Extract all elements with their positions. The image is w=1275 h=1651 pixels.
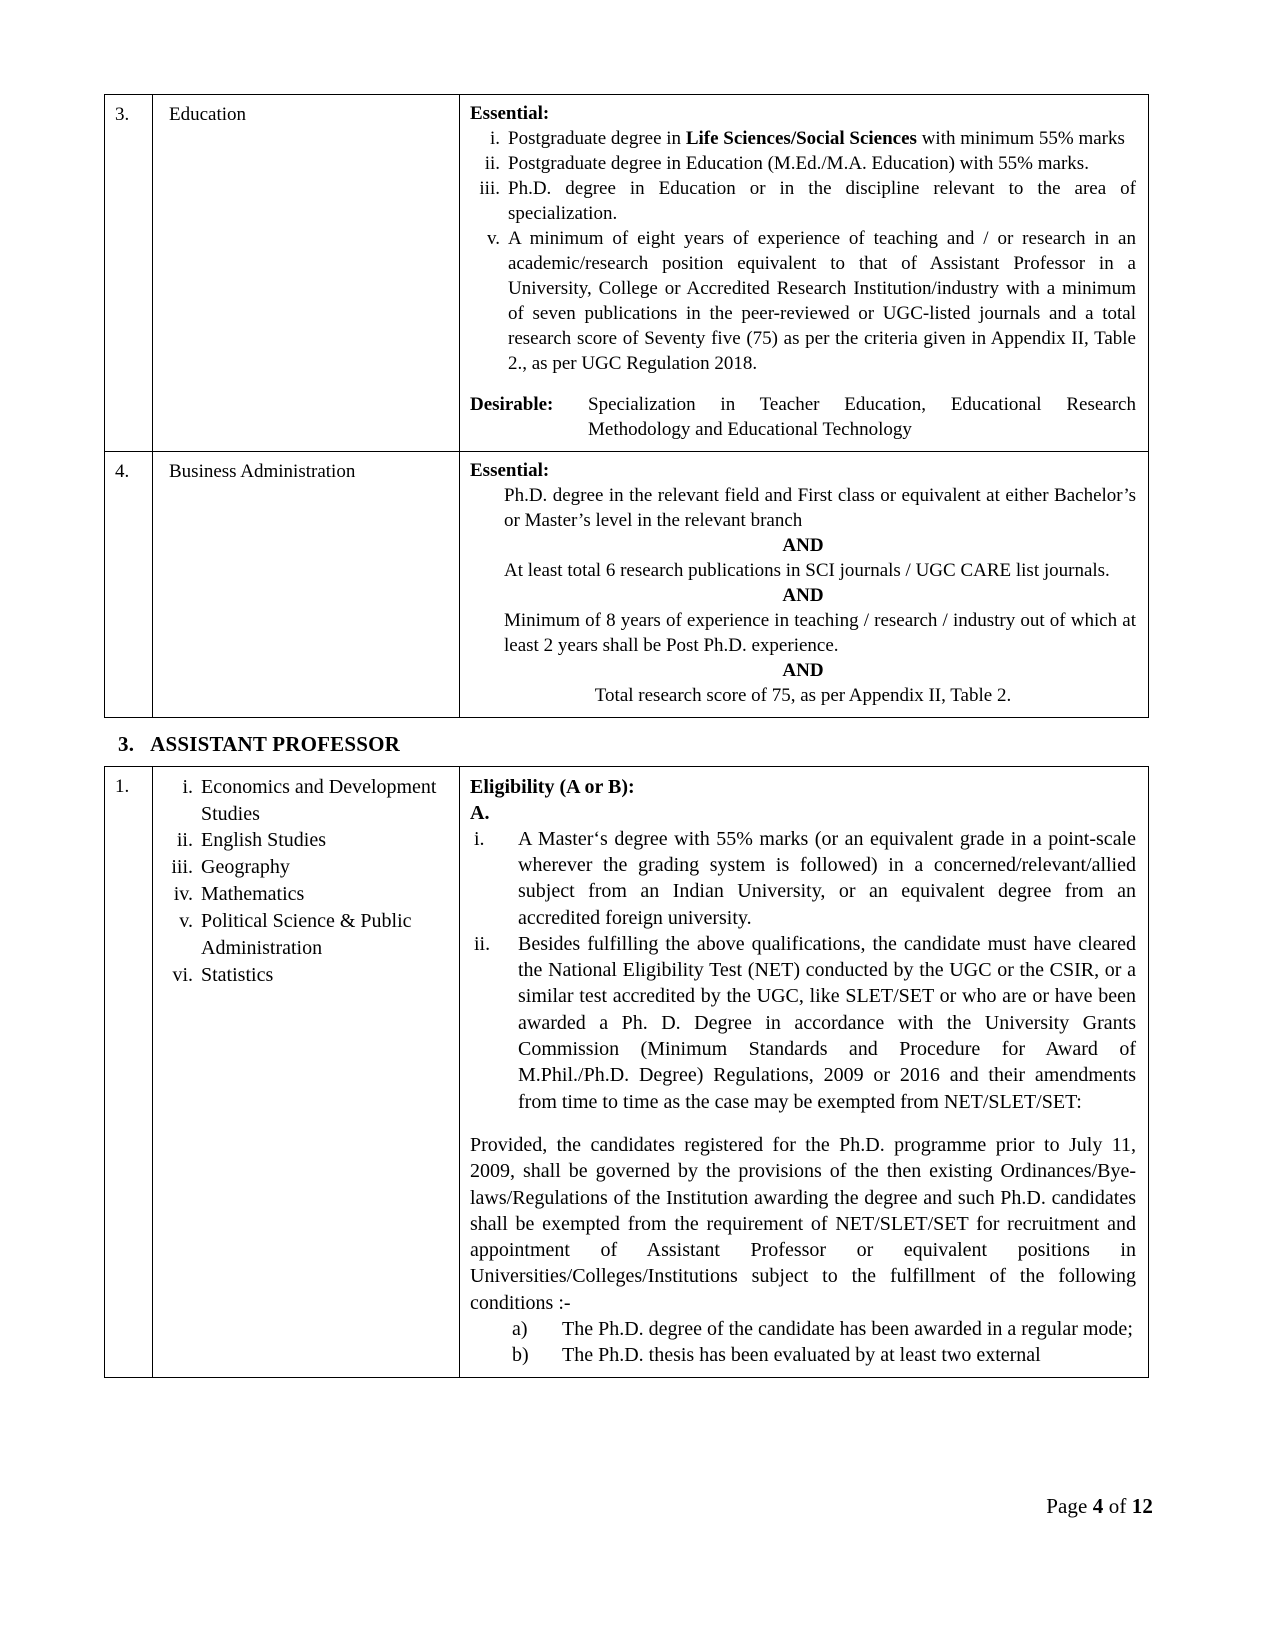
list-marker: i.: [489, 127, 500, 149]
essential-items-list: [470, 127, 1136, 377]
essential-label: Essential:: [470, 103, 550, 124]
qualification-block: Minimum of 8 years of experience in teaching / research / industry out of which at least 2 years shall be Post Ph.D. experience.: [504, 609, 1136, 656]
list-marker: i.: [182, 775, 193, 798]
desirable-label: Desirable:: [470, 393, 554, 415]
row-subjects-cell: [153, 766, 460, 1377]
list-item: [157, 962, 453, 989]
list-item: [470, 826, 1136, 931]
list-marker: v.: [179, 910, 193, 933]
row-qualification-cell: [460, 95, 1149, 452]
qualifications-table-associate: [104, 94, 1149, 718]
list-item: [157, 774, 453, 828]
list-marker: ii.: [484, 152, 500, 174]
list-item: [470, 177, 1136, 227]
row-department-cell: [153, 95, 460, 452]
footer-page-number: 4: [1092, 1494, 1104, 1518]
list-text-bold: Life Sciences/Social Sciences: [685, 127, 917, 149]
heading-title: ASSISTANT PROFESSOR: [150, 731, 401, 756]
list-item: [157, 881, 453, 908]
conditions-list: [470, 1316, 1136, 1369]
list-marker: ii.: [474, 932, 491, 955]
list-text: A Master‘s degree with 55% marks (or an equivalent grade in a point-scale wherever the grading system is followed) in a concerned/relevant/allied subject from an Indian University, or an equivalent degree from an accredited foreign university.: [518, 827, 1136, 929]
table-row: [105, 766, 1149, 1377]
list-marker: iii.: [171, 856, 193, 879]
list-marker: b): [512, 1344, 529, 1367]
subject-label: Mathematics: [201, 883, 305, 906]
list-item: [470, 1342, 1136, 1368]
and-separator: AND: [782, 584, 824, 606]
qualification-final-line: Total research score of 75, as per Appendix II, Table 2.: [594, 684, 1012, 706]
and-separator: AND: [782, 534, 824, 556]
list-item: [157, 854, 453, 881]
footer-middle: of: [1103, 1494, 1132, 1518]
list-text: Postgraduate degree in Education (M.Ed./M.A. Education) with 55% marks.: [508, 152, 1089, 174]
subject-list: [157, 774, 453, 989]
list-item: [470, 152, 1136, 177]
row-eligibility-cell: [460, 766, 1149, 1377]
subject-label: Geography: [201, 856, 290, 879]
assistant-professor-heading: [104, 732, 1148, 757]
department-name: Education: [169, 104, 247, 125]
list-item: [470, 1316, 1136, 1342]
list-marker: vi.: [172, 963, 193, 986]
table-row: [105, 451, 1149, 717]
footer-prefix: Page: [1046, 1494, 1093, 1518]
list-item: [157, 908, 453, 962]
serial-number: 1.: [115, 775, 130, 797]
qualifications-table-assistant: [104, 766, 1149, 1378]
qualification-block: Ph.D. degree in the relevant field and First class or equivalent at either Bachelor’s or Master’s level in the relevant branch: [504, 484, 1136, 531]
page-footer: [1046, 1494, 1153, 1519]
list-marker: i.: [474, 827, 485, 850]
list-text-before: Postgraduate degree in: [508, 127, 686, 149]
row-serial-cell: [105, 766, 153, 1377]
and-separator: AND: [782, 659, 824, 681]
list-item: [470, 227, 1136, 377]
table-row: [105, 95, 1149, 452]
list-item: [157, 827, 453, 854]
essential-label: Essential:: [470, 459, 550, 481]
list-text: The Ph.D. degree of the candidate has been awarded in a regular mode;: [562, 1317, 1133, 1340]
serial-number: 4.: [115, 460, 130, 482]
row-serial-cell: [105, 95, 153, 452]
subject-label: Statistics: [201, 963, 274, 986]
qualification-block: At least total 6 research publications in SCI journals / UGC CARE list journals.: [504, 559, 1110, 581]
provided-paragraph: Provided, the candidates registered for the Ph.D. programme prior to July 11, 2009, shall be governed by the provisions of the then existing Ordinances/Bye-laws/Regulations of the Institution awarding the degree and such Ph.D. candidates shall be exempted from the requirement of NET/SLET/SET for recruitment and appointment of Assistant Professor or equivalent positions in Universities/Colleges/Institutions subject to the fulfillment of the following conditions :-: [470, 1133, 1136, 1314]
list-item: [470, 127, 1136, 152]
list-text: A minimum of eight years of experience of teaching and / or research in an academic/research position equivalent to that of Assistant Professor in a University, College or Accredited Research Institution/industry with a minimum of seven publications in the peer-reviewed or UGC-listed journals and a total research score of Seventy five (75) as per the criteria given in Appendix II, Table 2., as per UGC Regulation 2018.: [508, 227, 1136, 374]
list-marker: v.: [486, 227, 500, 249]
desirable-text: Specialization in Teacher Education, Educational Research Methodology and Educational Technology: [588, 393, 1136, 440]
footer-total-pages: 12: [1131, 1494, 1153, 1518]
section-a-label: A.: [470, 801, 490, 824]
subject-label: Economics and Development Studies: [201, 775, 437, 825]
page-content: [104, 94, 1148, 1378]
list-text: Ph.D. degree in Education or in the discipline relevant to the area of specialization.: [508, 177, 1136, 224]
row-qualification-cell: [460, 451, 1149, 717]
list-text: The Ph.D. thesis has been evaluated by at least two external: [562, 1344, 1041, 1367]
row-department-cell: [153, 451, 460, 717]
desirable-block: [470, 393, 1136, 443]
subject-label: English Studies: [201, 829, 327, 852]
heading-number: 3.: [118, 731, 135, 756]
list-marker: iii.: [479, 177, 500, 199]
list-marker: ii.: [176, 829, 193, 852]
serial-number: 3.: [115, 104, 130, 125]
list-text: Besides fulfilling the above qualifications, the candidate must have cleared the National Eligibility Test (NET) conducted by the UGC or the CSIR, or a similar test accredited by the UGC, like SLET/SET or who are or have been awarded a Ph. D. Degree in accordance with the University Grants Commission (Minimum Standards and Procedure for Award of M.Phil./Ph.D. Degree) Regulations, 2009 or 2016 and their amendments from time to time as the case may be exempted from NET/SLET/SET:: [518, 932, 1136, 1113]
eligibility-heading: Eligibility (A or B):: [470, 775, 635, 798]
list-marker: iv.: [173, 883, 193, 906]
department-name: Business Administration: [169, 460, 356, 482]
section-a-items: [470, 826, 1136, 1115]
list-text-after: with minimum 55% marks: [916, 127, 1125, 149]
subject-label: Political Science & Public Administration: [201, 910, 412, 959]
row-serial-cell: [105, 451, 153, 717]
list-marker: a): [512, 1317, 528, 1340]
list-item: [470, 931, 1136, 1115]
